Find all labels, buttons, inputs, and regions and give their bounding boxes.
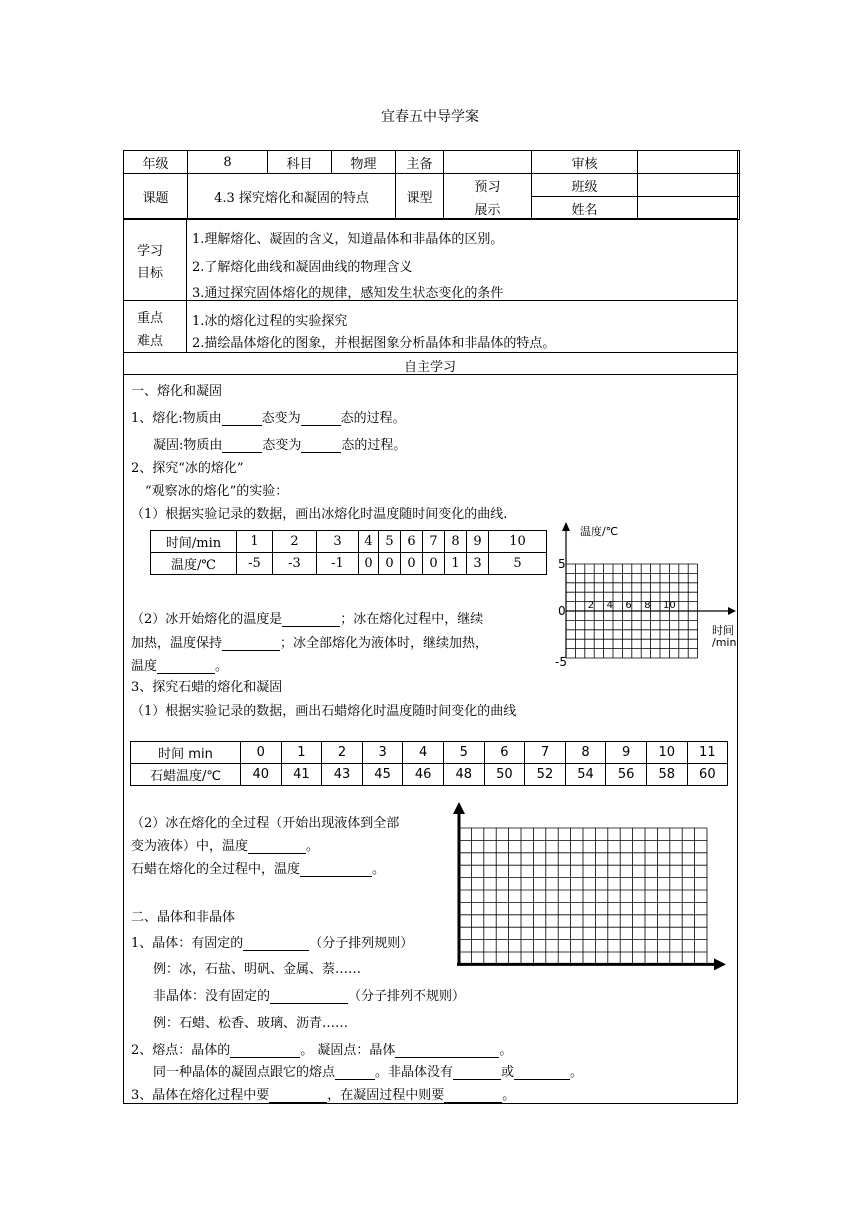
time-cell: 9 (467, 531, 489, 553)
topic-value: 4.3 探究熔化和凝固的特点 (188, 174, 396, 220)
row-label: 石蜡温度/℃ (131, 764, 241, 786)
keypoints-label-2: 难点 (137, 334, 164, 349)
time-cell: 2 (273, 531, 317, 553)
time-cell: 7 (423, 531, 445, 553)
melt-definition: 1、熔化:物质由 态变为 态的过程。 (131, 411, 406, 426)
time-cell: 0 (241, 742, 282, 764)
answer-blank[interactable] (335, 1079, 375, 1080)
observe-ice: “观察冰的熔化”的实验： (145, 484, 289, 499)
goal-item: 2.了解熔化曲线和凝固曲线的物理含义 (192, 260, 413, 275)
answer-blank[interactable] (248, 853, 306, 854)
divider (123, 352, 738, 353)
time-cell: 3 (362, 742, 403, 764)
ice-step1: （1）根据实验记录的数据，画出冰熔化时温度随时间变化的曲线. (131, 507, 508, 522)
answer-blank[interactable] (282, 626, 340, 627)
answer-blank[interactable] (243, 950, 309, 951)
y-tick-label: 5 (558, 557, 566, 571)
time-cell: 1 (237, 531, 273, 553)
part2-heading: 二、晶体和非晶体 (131, 910, 236, 925)
x-tick-label: 8 (644, 600, 651, 611)
answer-blank[interactable] (395, 1057, 499, 1058)
part1-heading: 一、熔化和凝固 (131, 384, 223, 399)
name-label: 姓名 (532, 197, 638, 220)
time-cell: 8 (565, 742, 606, 764)
type-label: 课型 (396, 174, 444, 220)
temperature-cell: 0 (379, 553, 401, 575)
answer-blank[interactable] (444, 1102, 502, 1103)
temperature-cell: 3 (467, 553, 489, 575)
time-cell: 5 (379, 531, 401, 553)
answer-blank[interactable] (222, 452, 262, 453)
temperature-cell: 50 (484, 764, 525, 786)
temperature-cell: 48 (443, 764, 484, 786)
crystal-definition: 1、晶体：有固定的 （分子排列规则） (131, 936, 414, 951)
temperature-cell: 5 (489, 553, 547, 575)
goals-label-2: 目标 (137, 266, 164, 281)
ice-chart (550, 518, 740, 674)
author-label: 主备 (396, 151, 444, 174)
temperature-cell: 58 (646, 764, 687, 786)
goal-item: 3.通过探究固体熔化的规律，感知发生状态变化的条件 (192, 286, 504, 301)
same-point-line: 同一种晶体的凝固点跟它的熔点 。非晶体没有 或 。 (153, 1065, 584, 1080)
answer-blank[interactable] (222, 650, 280, 651)
time-cell: 11 (687, 742, 728, 764)
process-line: 3、晶体在熔化过程中要 ，在凝固过程中则要 。 (131, 1088, 516, 1103)
answer-blank[interactable] (269, 1102, 327, 1103)
answer-blank[interactable] (270, 1003, 348, 1004)
temperature-cell: 0 (359, 553, 379, 575)
answer-blank[interactable] (301, 425, 341, 426)
time-cell: 4 (403, 742, 444, 764)
x-tick-label: 2 (587, 600, 595, 611)
ice-q2-line3: 温度 。 (131, 659, 229, 674)
answer-blank[interactable] (222, 425, 262, 426)
time-cell: 6 (401, 531, 423, 553)
amorphous-examples: 例：石蜡、松香、玻璃、沥青…… (153, 1016, 349, 1031)
reviewer-label: 审核 (532, 151, 638, 174)
wax-blank-chart (448, 800, 730, 980)
temperature-cell: 0 (401, 553, 423, 575)
ice-chart-xlabel-unit: /min (712, 636, 737, 649)
divider (123, 218, 738, 219)
answer-blank[interactable] (157, 673, 215, 674)
reviewer-value[interactable] (638, 151, 740, 174)
x-tick-label: 6 (625, 600, 632, 611)
goal-item: 1.理解熔化、凝固的含义，知道晶体和非晶体的区别。 (192, 232, 504, 247)
wax-q2-line3: 石蜡在熔化的全过程中，温度 。 (131, 862, 386, 877)
crystal-examples: 例：冰，石盐、明矾、金属、萘…… (153, 962, 362, 977)
name-value[interactable] (638, 197, 740, 220)
type-value-1: 预习 (474, 179, 501, 195)
y-tick-label: -5 (555, 655, 567, 669)
temperature-cell: 0 (423, 553, 445, 575)
goals-label-1: 学习 (137, 244, 164, 259)
time-cell: 6 (484, 742, 525, 764)
time-cell: 8 (445, 531, 467, 553)
time-cell: 7 (525, 742, 566, 764)
time-cell: 2 (322, 742, 363, 764)
wax-data-table (130, 741, 728, 786)
row-label: 时间/min (151, 531, 237, 553)
ice-q2-line2: 加热，温度保持 ；冰全部熔化为液体时，继续加热， (131, 636, 489, 651)
x-tick-label: 10 (663, 600, 676, 611)
wax-step1: （1）根据实验记录的数据，画出石蜡熔化时温度随时间变化的曲线 (131, 704, 517, 719)
time-cell: 5 (443, 742, 484, 764)
temperature-cell: -1 (317, 553, 359, 575)
type-value (444, 174, 532, 220)
row-label: 时间 min (131, 742, 241, 764)
y-axis-arrow (453, 802, 465, 814)
time-cell: 3 (317, 531, 359, 553)
ice-data-table (150, 530, 547, 575)
temperature-cell: 46 (403, 764, 444, 786)
temperature-cell: 43 (322, 764, 363, 786)
answer-blank[interactable] (453, 1079, 501, 1080)
author-value[interactable] (444, 151, 532, 174)
ice-q2-line1: （2）冰开始熔化的温度是 ；冰在熔化过程中，继续 (131, 612, 484, 627)
y-tick-label: 0 (558, 604, 566, 618)
y-axis-arrow (562, 522, 570, 531)
solidify-definition: 凝固:物质由 态变为 态的过程。 (153, 438, 407, 453)
wax-q2-line1: （2）冰在熔化的全过程（开始出现液体到全部 (131, 816, 400, 831)
temperature-cell: 40 (241, 764, 282, 786)
temperature-cell: 54 (565, 764, 606, 786)
ice-chart-xlabel: 时间 (712, 624, 734, 637)
temperature-cell: 45 (362, 764, 403, 786)
class-value[interactable] (638, 174, 740, 197)
answer-blank[interactable] (230, 1057, 300, 1058)
section-title: 自主学习 (403, 360, 456, 375)
row-label: 温度/℃ (151, 553, 237, 575)
topic-label: 课题 (124, 174, 188, 220)
temperature-cell: 56 (606, 764, 647, 786)
answer-blank[interactable] (301, 452, 341, 453)
time-cell: 10 (646, 742, 687, 764)
subject-value: 物理 (332, 151, 396, 174)
subject-label: 科目 (268, 151, 332, 174)
answer-blank[interactable] (300, 876, 372, 877)
header-table (123, 150, 740, 220)
grade-value: 8 (188, 151, 268, 174)
time-cell: 10 (489, 531, 547, 553)
class-label: 班级 (532, 174, 638, 197)
temperature-cell: -5 (237, 553, 273, 575)
keypoints-label-1: 重点 (137, 311, 164, 326)
explore-wax: 3、探究石蜡的熔化和凝固 (131, 680, 283, 695)
x-tick-label: 4 (606, 600, 613, 611)
wax-q2-line2: 变为液体）中，温度 。 (131, 839, 320, 854)
melting-point-line: 2、熔点：晶体的 。 凝固点：晶体 。 (131, 1043, 513, 1058)
amorphous-definition: 非晶体：没有固定的 （分子排列不规则） (153, 989, 466, 1004)
keypoint-item: 1.冰的熔化过程的实验探究 (192, 314, 348, 329)
temperature-cell: 41 (281, 764, 322, 786)
x-axis-arrow (728, 607, 736, 615)
ice-chart-ylabel: 温度/℃ (580, 525, 619, 538)
type-value-2: 展示 (474, 202, 501, 218)
temperature-cell: 52 (525, 764, 566, 786)
doc-title: 宜春五中导学案 (381, 109, 479, 125)
time-cell: 1 (281, 742, 322, 764)
answer-blank[interactable] (514, 1079, 570, 1080)
temperature-cell: -3 (273, 553, 317, 575)
time-cell: 4 (359, 531, 379, 553)
grade-label: 年级 (124, 151, 188, 174)
explore-ice: 2、探究“冰的熔化” (131, 461, 244, 476)
x-axis-arrow (714, 958, 726, 970)
keypoint-item: 2.描绘晶体熔化的图象，并根据图象分析晶体和非晶体的特点。 (192, 336, 556, 351)
divider (186, 218, 187, 352)
temperature-cell: 60 (687, 764, 728, 786)
time-cell: 9 (606, 742, 647, 764)
temperature-cell: 1 (445, 553, 467, 575)
